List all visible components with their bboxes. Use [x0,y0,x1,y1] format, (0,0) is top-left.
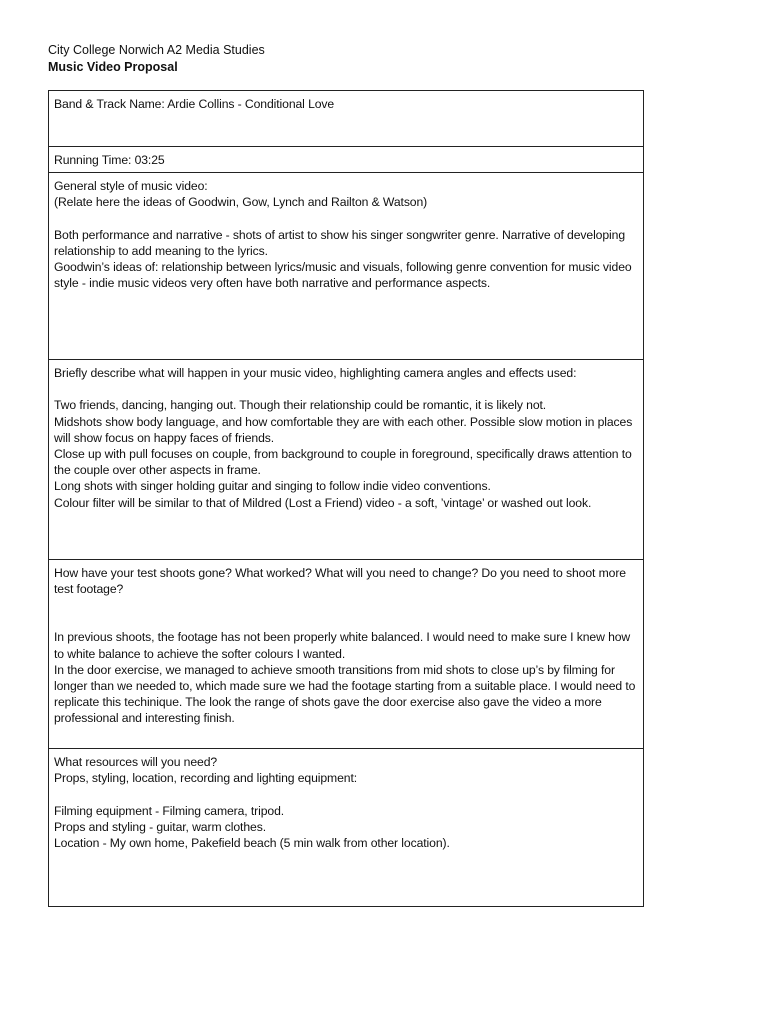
test-shoots-answer-2: In the door exercise, we managed to achieve smooth transitions from mid shots to close up’s by filming for longer than we needed to, which made sure we had the footage starting from a suitable place. I would need to replicate this techinique. The look the range of shots gave the door exercise also gave the video a more professional and interesting finish. [54,662,636,726]
running-time-text: Running Time: 03:25 [54,153,165,167]
describe-answer-2: Midshots show body language, and how comfortable they are with each other. Possible slow motion in places will show focus on happy faces of friends. [54,414,633,445]
describe-question: Briefly describe what will happen in your music video, highlighting camera angles and effects used: [54,366,577,380]
test-shoots-question: How have your test shoots gone? What worked? What will you need to change? Do you need to shoot more test footage? [54,566,626,597]
college-title: City College Norwich A2 Media Studies [48,43,265,57]
style-row [49,172,643,359]
document-title: Music Video Proposal [48,60,178,74]
describe-answer-5: Colour filter will be similar to that of Mildred (Lost a Friend) video - a soft, ’vintage’ or washed out look. [54,495,592,510]
test-shoots-row [49,559,643,748]
resources-question-note: Props, styling, location, recording and lighting equipment: [54,771,358,786]
style-answer-1: Both performance and narrative - shots of artist to show his singer songwriter genre. Narrative of developing relationship to add meaning to the lyrics. [54,227,626,258]
style-answer-2: Goodwin’s ideas of: relationship between lyrics/music and visuals, following genre convention for music video style - indie music videos very often have both narrative and performance aspects. [54,260,632,291]
describe-answer-4: Long shots with singer holding guitar and singing to follow indie video conventions. [54,479,491,494]
resources-answer-3: Location - My own home, Pakefield beach (5 min walk from other location). [54,836,450,850]
running-time-row [49,146,643,172]
resources-answer-2: Props and styling - guitar, warm clothes. [54,819,266,834]
band-track-row [49,91,643,146]
resources-answer-1: Filming equipment - Filming camera, tripod. [54,803,285,818]
describe-answer-3: Close up with pull focuses on couple, from background to couple in foreground, specifically draws attention to the couple over other aspects in frame. [54,447,632,478]
document-header [48,42,265,76]
band-track-text: Band & Track Name: Ardie Collins - Conditional Love [54,97,335,111]
test-shoots-answer-1: In previous shoots, the footage has not been properly white balanced. I would need to make sure I knew how to white balance to achieve the softer colours I wanted. [54,630,631,661]
proposal-table [48,90,644,907]
resources-question: What resources will you need? [54,755,218,769]
style-question: General style of music video: [54,179,208,193]
describe-answer-1: Two friends, dancing, hanging out. Though their relationship could be romantic, it is likely not. [54,398,547,413]
style-question-note: (Relate here the ideas of Goodwin, Gow, Lynch and Railton & Watson) [54,195,428,210]
describe-row [49,359,643,559]
resources-row [49,748,643,906]
